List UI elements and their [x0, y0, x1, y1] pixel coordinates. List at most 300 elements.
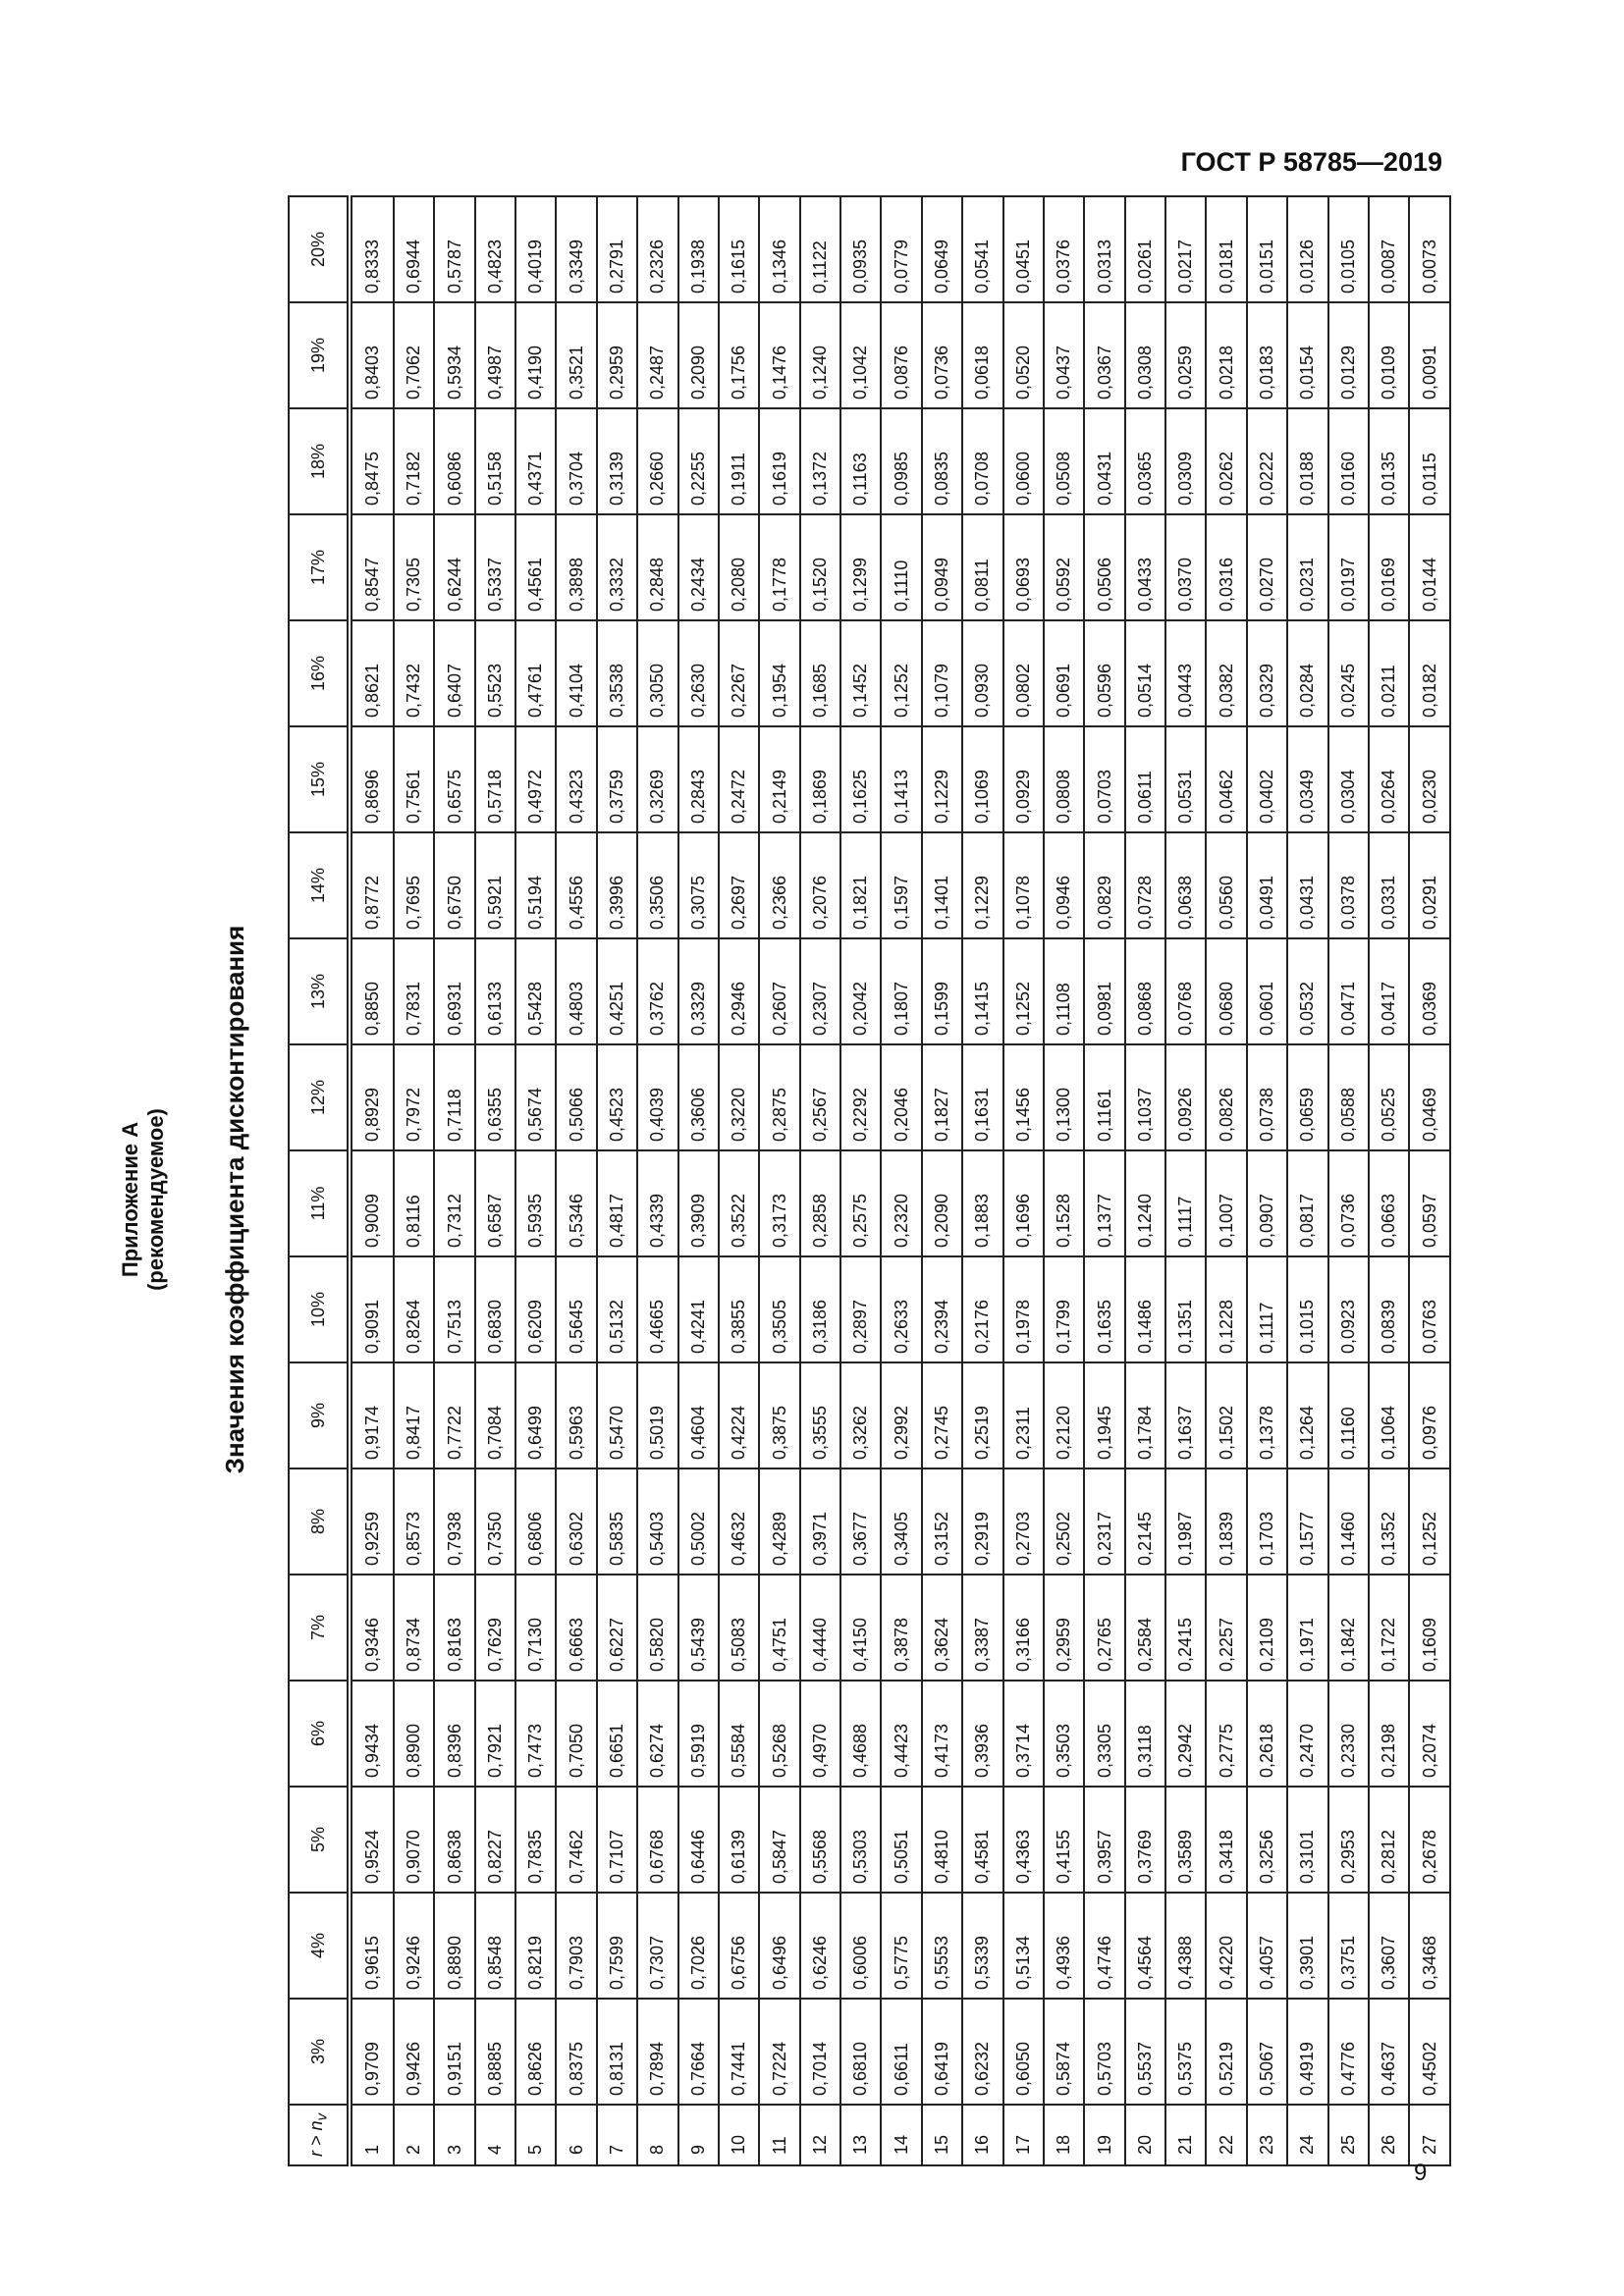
factor-cell: 0,0663 — [1369, 1150, 1409, 1256]
factor-cell: 0,7695 — [394, 832, 434, 938]
factor-cell: 0,0600 — [1003, 408, 1044, 514]
factor-cell: 0,0217 — [1165, 196, 1206, 302]
factor-cell: 0,1476 — [759, 302, 799, 408]
factor-cell: 0,0736 — [922, 302, 962, 408]
factor-cell: 0,9246 — [394, 1893, 434, 1999]
factor-cell: 0,0802 — [1003, 620, 1044, 726]
factor-cell: 0,5835 — [597, 1468, 637, 1575]
factor-cell: 0,4190 — [515, 302, 556, 408]
period-cell: 1 — [350, 2105, 394, 2165]
factor-cell: 0,0926 — [1165, 1044, 1206, 1150]
factor-cell: 0,6663 — [556, 1575, 596, 1681]
factor-cell: 0,0284 — [1287, 620, 1327, 726]
factor-cell: 0,6587 — [475, 1150, 515, 1256]
factor-cell: 0,6407 — [434, 620, 474, 726]
factor-cell: 0,8548 — [475, 1893, 515, 1999]
factor-cell: 0,4440 — [800, 1575, 840, 1681]
factor-cell: 0,6575 — [434, 726, 474, 832]
factor-cell: 0,1079 — [922, 620, 962, 726]
factor-cell: 0,1346 — [759, 196, 799, 302]
factor-cell: 0,2992 — [881, 1362, 921, 1468]
factor-cell: 0,2765 — [1084, 1575, 1124, 1681]
factor-cell: 0,2843 — [678, 726, 719, 832]
factor-cell: 0,0365 — [1125, 408, 1165, 514]
factor-cell: 0,8890 — [434, 1893, 474, 1999]
factor-cell: 0,0469 — [1409, 1044, 1450, 1150]
factor-cell: 0,8696 — [350, 726, 394, 832]
rate-header: 13% — [289, 938, 350, 1044]
factor-cell: 0,1456 — [1003, 1044, 1044, 1150]
factor-cell: 0,2090 — [678, 302, 719, 408]
factor-cell: 0,3606 — [678, 1044, 719, 1150]
factor-cell: 0,4371 — [515, 408, 556, 514]
factor-cell: 0,1377 — [1084, 1150, 1124, 1256]
factor-cell: 0,0431 — [1084, 408, 1124, 514]
factor-cell: 0,1599 — [922, 938, 962, 1044]
rate-header: 4% — [289, 1893, 350, 1999]
factor-cell: 0,0907 — [1247, 1150, 1287, 1256]
factor-cell: 0,2120 — [1044, 1362, 1084, 1468]
factor-cell: 0,1696 — [1003, 1150, 1044, 1256]
factor-cell: 0,2630 — [678, 620, 719, 726]
factor-cell: 0,7050 — [556, 1681, 596, 1787]
factor-cell: 0,5919 — [678, 1681, 719, 1787]
factor-cell: 0,7921 — [475, 1681, 515, 1787]
factor-cell: 0,0768 — [1165, 938, 1206, 1044]
table-row — [922, 196, 962, 2165]
factor-cell: 0,0402 — [1247, 726, 1287, 832]
period-cell: 14 — [881, 2105, 921, 2165]
factor-cell: 0,5066 — [556, 1044, 596, 1150]
corner-subscript: v — [313, 2112, 331, 2121]
factor-cell: 0,0451 — [1003, 196, 1044, 302]
factor-cell: 0,0259 — [1165, 302, 1206, 408]
factor-cell: 0,3762 — [637, 938, 677, 1044]
factor-cell: 0,0291 — [1409, 832, 1450, 938]
table-row — [1003, 196, 1044, 2165]
factor-cell: 0,1486 — [1125, 1256, 1165, 1362]
rate-header: 19% — [289, 302, 350, 408]
period-cell: 11 — [759, 2105, 799, 2165]
rate-header: 18% — [289, 408, 350, 514]
factor-cell: 0,1240 — [1125, 1150, 1165, 1256]
factor-cell: 0,6139 — [719, 1787, 759, 1893]
factor-cell: 0,1685 — [800, 620, 840, 726]
factor-cell: 0,1987 — [1165, 1468, 1206, 1575]
factor-cell: 0,1352 — [1369, 1468, 1409, 1575]
factor-cell: 0,0073 — [1409, 196, 1450, 302]
factor-cell: 0,2366 — [759, 832, 799, 938]
factor-cell: 0,0230 — [1409, 726, 1450, 832]
factor-cell: 0,6810 — [840, 1999, 881, 2105]
factor-cell: 0,1069 — [962, 726, 1002, 832]
rate-header: 10% — [289, 1256, 350, 1362]
factor-cell: 0,6830 — [475, 1256, 515, 1362]
factor-cell: 0,4637 — [1369, 1999, 1409, 2105]
factor-cell: 0,4987 — [475, 302, 515, 408]
factor-cell: 0,6006 — [840, 1893, 881, 1999]
factor-cell: 0,5346 — [556, 1150, 596, 1256]
factor-cell: 0,5537 — [1125, 1999, 1165, 2105]
factor-cell: 0,9070 — [394, 1787, 434, 1893]
factor-cell: 0,9426 — [394, 1999, 434, 2105]
rotated-content — [118, 233, 1451, 2166]
factor-cell: 0,4224 — [719, 1362, 759, 1468]
factor-cell: 0,1378 — [1247, 1362, 1287, 1468]
header-row — [289, 196, 350, 2165]
factor-cell: 0,0525 — [1369, 1044, 1409, 1150]
factor-cell: 0,5584 — [719, 1681, 759, 1787]
factor-cell: 0,1635 — [1084, 1256, 1124, 1362]
factor-cell: 0,5934 — [434, 302, 474, 408]
table-row — [1044, 196, 1084, 2165]
factor-cell: 0,0154 — [1287, 302, 1327, 408]
table-row — [434, 196, 474, 2165]
rate-header: 3% — [289, 1999, 350, 2105]
factor-cell: 0,3704 — [556, 408, 596, 514]
factor-cell: 0,1784 — [1125, 1362, 1165, 1468]
table-row — [1125, 196, 1165, 2165]
table-body — [350, 196, 1450, 2165]
factor-cell: 0,0231 — [1287, 514, 1327, 620]
period-cell: 6 — [556, 2105, 596, 2165]
factor-cell: 0,0160 — [1328, 408, 1369, 514]
factor-cell: 0,0680 — [1206, 938, 1246, 1044]
period-cell: 17 — [1003, 2105, 1044, 2165]
factor-cell: 0,5337 — [475, 514, 515, 620]
factor-cell: 0,2575 — [840, 1150, 881, 1256]
factor-cell: 0,0197 — [1328, 514, 1369, 620]
factor-cell: 0,5718 — [475, 726, 515, 832]
factor-cell: 0,1300 — [1044, 1044, 1084, 1150]
factor-cell: 0,1160 — [1328, 1362, 1369, 1468]
factor-cell: 0,0135 — [1369, 408, 1409, 514]
factor-cell: 0,0316 — [1206, 514, 1246, 620]
factor-cell: 0,8333 — [350, 196, 394, 302]
factor-cell: 0,3332 — [597, 514, 637, 620]
period-cell: 3 — [434, 2105, 474, 2165]
factor-cell: 0,7118 — [434, 1044, 474, 1150]
factor-cell: 0,3118 — [1125, 1681, 1165, 1787]
factor-cell: 0,1839 — [1206, 1468, 1246, 1575]
factor-cell: 0,7441 — [719, 1999, 759, 2105]
factor-cell: 0,7350 — [475, 1468, 515, 1575]
factor-cell: 0,1502 — [1206, 1362, 1246, 1468]
factor-cell: 0,2703 — [1003, 1468, 1044, 1575]
factor-cell: 0,0508 — [1044, 408, 1084, 514]
factor-cell: 0,2470 — [1287, 1681, 1327, 1787]
factor-cell: 0,2046 — [881, 1044, 921, 1150]
factor-cell: 0,3855 — [719, 1256, 759, 1362]
table-row — [1206, 196, 1246, 2165]
factor-cell: 0,6756 — [719, 1893, 759, 1999]
factor-cell: 0,1252 — [881, 620, 921, 726]
factor-cell: 0,0811 — [962, 514, 1002, 620]
factor-cell: 0,0808 — [1044, 726, 1084, 832]
factor-cell: 0,2745 — [922, 1362, 962, 1468]
factor-cell: 0,5403 — [637, 1468, 677, 1575]
factor-cell: 0,4972 — [515, 726, 556, 832]
factor-cell: 0,0151 — [1247, 196, 1287, 302]
document-code: ГОСТ Р 58785—2019 — [1180, 147, 1442, 177]
factor-cell: 0,0923 — [1328, 1256, 1369, 1362]
factor-cell: 0,8626 — [515, 1999, 556, 2105]
factor-cell: 0,7972 — [394, 1044, 434, 1150]
factor-cell: 0,4751 — [759, 1575, 799, 1681]
rate-header: 7% — [289, 1575, 350, 1681]
period-cell: 15 — [922, 2105, 962, 2165]
table-row — [515, 196, 556, 2165]
factor-cell: 0,7722 — [434, 1362, 474, 1468]
factor-cell: 0,4746 — [1084, 1893, 1124, 1999]
corner-label: r > n — [305, 2120, 326, 2158]
factor-cell: 0,5303 — [840, 1787, 881, 1893]
factor-cell: 0,6302 — [556, 1468, 596, 1575]
factor-cell: 0,2607 — [759, 938, 799, 1044]
factor-cell: 0,1240 — [800, 302, 840, 408]
factor-cell: 0,6133 — [475, 938, 515, 1044]
factor-cell: 0,5568 — [800, 1787, 840, 1893]
period-cell: 22 — [1206, 2105, 1246, 2165]
factor-cell: 0,8621 — [350, 620, 394, 726]
table-row — [1247, 196, 1287, 2165]
period-cell: 21 — [1165, 2105, 1206, 2165]
rate-header: 12% — [289, 1044, 350, 1150]
factor-cell: 0,8900 — [394, 1681, 434, 1787]
factor-cell: 0,4363 — [1003, 1787, 1044, 1893]
factor-cell: 0,0708 — [962, 408, 1002, 514]
factor-cell: 0,5935 — [515, 1150, 556, 1256]
factor-cell: 0,0382 — [1206, 620, 1246, 726]
factor-cell: 0,7938 — [434, 1468, 474, 1575]
factor-cell: 0,0779 — [881, 196, 921, 302]
factor-cell: 0,4104 — [556, 620, 596, 726]
factor-cell: 0,1452 — [840, 620, 881, 726]
factor-cell: 0,0188 — [1287, 408, 1327, 514]
factor-cell: 0,7305 — [394, 514, 434, 620]
factor-cell: 0,4423 — [881, 1681, 921, 1787]
factor-cell: 0,6931 — [434, 938, 474, 1044]
factor-cell: 0,3329 — [678, 938, 719, 1044]
factor-cell: 0,4241 — [678, 1256, 719, 1362]
factor-cell: 0,1299 — [840, 514, 881, 620]
factor-cell: 0,0304 — [1328, 726, 1369, 832]
rate-header: 11% — [289, 1150, 350, 1256]
factor-cell: 0,5703 — [1084, 1999, 1124, 2105]
factor-cell: 0,5921 — [475, 832, 515, 938]
factor-cell: 0,0532 — [1287, 938, 1327, 1044]
factor-cell: 0,1078 — [1003, 832, 1044, 938]
period-cell: 23 — [1247, 2105, 1287, 2165]
factor-cell: 0,7903 — [556, 1893, 596, 1999]
discount-factor-table — [288, 195, 1451, 2166]
factor-cell: 0,4810 — [922, 1787, 962, 1893]
factor-cell: 0,3387 — [962, 1575, 1002, 1681]
table-row — [678, 196, 719, 2165]
period-cell: 26 — [1369, 2105, 1409, 2165]
factor-cell: 0,1938 — [678, 196, 719, 302]
table-row — [881, 196, 921, 2165]
factor-cell: 0,9524 — [350, 1787, 394, 1893]
factor-cell: 0,0588 — [1328, 1044, 1369, 1150]
table-row — [1369, 196, 1409, 2165]
factor-cell: 0,3220 — [719, 1044, 759, 1150]
factor-cell: 0,1807 — [881, 938, 921, 1044]
factor-cell: 0,9174 — [350, 1362, 394, 1468]
factor-cell: 0,7473 — [515, 1681, 556, 1787]
factor-cell: 0,2660 — [637, 408, 677, 514]
factor-cell: 0,6227 — [597, 1575, 637, 1681]
factor-cell: 0,0611 — [1125, 726, 1165, 832]
period-cell: 25 — [1328, 2105, 1369, 2165]
factor-cell: 0,2415 — [1165, 1575, 1206, 1681]
factor-cell: 0,3139 — [597, 408, 637, 514]
table-row — [556, 196, 596, 2165]
factor-cell: 0,6246 — [800, 1893, 840, 1999]
factor-cell: 0,3101 — [1287, 1787, 1327, 1893]
factor-cell: 0,7599 — [597, 1893, 637, 1999]
factor-cell: 0,0868 — [1125, 938, 1165, 1044]
factor-cell: 0,2317 — [1084, 1468, 1124, 1575]
factor-cell: 0,2953 — [1328, 1787, 1369, 1893]
factor-cell: 0,2090 — [922, 1150, 962, 1256]
factor-cell: 0,7084 — [475, 1362, 515, 1468]
factor-cell: 0,4665 — [637, 1256, 677, 1362]
factor-cell: 0,0437 — [1044, 302, 1084, 408]
factor-cell: 0,8734 — [394, 1575, 434, 1681]
factor-cell: 0,2633 — [881, 1256, 921, 1362]
factor-cell: 0,7513 — [434, 1256, 474, 1362]
factor-cell: 0,3677 — [840, 1468, 881, 1575]
factor-cell: 0,7664 — [678, 1999, 719, 2105]
period-cell: 18 — [1044, 2105, 1084, 2165]
table-row — [759, 196, 799, 2165]
factor-cell: 0,4019 — [515, 196, 556, 302]
factor-cell: 0,1703 — [1247, 1468, 1287, 1575]
factor-cell: 0,0087 — [1369, 196, 1409, 302]
factor-cell: 0,0105 — [1328, 196, 1369, 302]
factor-cell: 0,5775 — [881, 1893, 921, 1999]
factor-cell: 0,0309 — [1165, 408, 1206, 514]
factor-cell: 0,1978 — [1003, 1256, 1044, 1362]
factor-cell: 0,1252 — [1409, 1468, 1450, 1575]
factor-cell: 0,4150 — [840, 1575, 881, 1681]
factor-cell: 0,6806 — [515, 1468, 556, 1575]
factor-cell: 0,6209 — [515, 1256, 556, 1362]
factor-cell: 0,0264 — [1369, 726, 1409, 832]
factor-cell: 0,3769 — [1125, 1787, 1165, 1893]
factor-cell: 0,5963 — [556, 1362, 596, 1468]
factor-cell: 0,5470 — [597, 1362, 637, 1468]
factor-cell: 0,3173 — [759, 1150, 799, 1256]
factor-cell: 0,8227 — [475, 1787, 515, 1893]
factor-cell: 0,1117 — [1247, 1256, 1287, 1362]
factor-cell: 0,0313 — [1084, 196, 1124, 302]
factor-cell: 0,1911 — [719, 408, 759, 514]
factor-cell: 0,7026 — [678, 1893, 719, 1999]
factor-cell: 0,0835 — [922, 408, 962, 514]
factor-cell: 0,2326 — [637, 196, 677, 302]
factor-cell: 0,6232 — [962, 1999, 1002, 2105]
factor-cell: 0,5268 — [759, 1681, 799, 1787]
factor-cell: 0,3909 — [678, 1150, 719, 1256]
period-cell: 2 — [394, 2105, 434, 2165]
factor-cell: 0,3714 — [1003, 1681, 1044, 1787]
rate-header: 6% — [289, 1681, 350, 1787]
factor-cell: 0,8163 — [434, 1575, 474, 1681]
factor-cell: 0,1015 — [1287, 1256, 1327, 1362]
factor-cell: 0,0349 — [1287, 726, 1327, 832]
factor-cell: 0,5553 — [922, 1893, 962, 1999]
factor-cell: 0,8403 — [350, 302, 394, 408]
factor-cell: 0,2042 — [840, 938, 881, 1044]
period-cell: 19 — [1084, 2105, 1124, 2165]
factor-cell: 0,2567 — [800, 1044, 840, 1150]
factor-cell: 0,4561 — [515, 514, 556, 620]
factor-cell: 0,0976 — [1409, 1362, 1450, 1468]
factor-cell: 0,5132 — [597, 1256, 637, 1362]
rate-header: 17% — [289, 514, 350, 620]
factor-cell: 0,2074 — [1409, 1681, 1450, 1787]
period-cell: 27 — [1409, 2105, 1450, 2165]
factor-cell: 0,8929 — [350, 1044, 394, 1150]
factor-cell: 0,3305 — [1084, 1681, 1124, 1787]
factor-cell: 0,3506 — [637, 832, 677, 938]
appendix-title: Приложение А — [118, 1121, 142, 1278]
factor-cell: 0,7014 — [800, 1999, 840, 2105]
factor-cell: 0,1161 — [1084, 1044, 1124, 1150]
factor-cell: 0,0829 — [1084, 832, 1124, 938]
factor-cell: 0,4556 — [556, 832, 596, 938]
factor-cell: 0,0262 — [1206, 408, 1246, 514]
period-cell: 24 — [1287, 2105, 1327, 2165]
factor-cell: 0,8573 — [394, 1468, 434, 1575]
factor-cell: 0,2149 — [759, 726, 799, 832]
factor-cell: 0,0638 — [1165, 832, 1206, 938]
factor-cell: 0,1401 — [922, 832, 962, 938]
appendix-subtitle: (рекомендуемое) — [143, 1108, 168, 1291]
factor-cell: 0,1722 — [1369, 1575, 1409, 1681]
factor-cell: 0,2394 — [922, 1256, 962, 1362]
factor-cell: 0,1108 — [1044, 938, 1084, 1044]
factor-cell: 0,3957 — [1084, 1787, 1124, 1893]
factor-cell: 0,3349 — [556, 196, 596, 302]
factor-cell: 0,0946 — [1044, 832, 1084, 938]
rate-header: 15% — [289, 726, 350, 832]
factor-cell: 0,3522 — [719, 1150, 759, 1256]
factor-cell: 0,4581 — [962, 1787, 1002, 1893]
factor-cell: 0,1609 — [1409, 1575, 1450, 1681]
factor-cell: 0,0417 — [1369, 938, 1409, 1044]
factor-cell: 0,0433 — [1125, 514, 1165, 620]
factor-cell: 0,9091 — [350, 1256, 394, 1362]
factor-cell: 0,2858 — [800, 1150, 840, 1256]
factor-cell: 0,4523 — [597, 1044, 637, 1150]
factor-cell: 0,3751 — [1328, 1893, 1369, 1999]
factor-cell: 0,0763 — [1409, 1256, 1450, 1362]
factor-cell: 0,8850 — [350, 938, 394, 1044]
factor-cell: 0,6499 — [515, 1362, 556, 1468]
factor-cell: 0,8772 — [350, 832, 394, 938]
table-row — [475, 196, 515, 2165]
factor-cell: 0,1229 — [922, 726, 962, 832]
factor-cell: 0,2519 — [962, 1362, 1002, 1468]
factor-cell: 0,2502 — [1044, 1468, 1084, 1575]
factor-cell: 0,5874 — [1044, 1999, 1084, 2105]
factor-cell: 0,2678 — [1409, 1787, 1450, 1893]
factor-cell: 0,1954 — [759, 620, 799, 726]
factor-cell: 0,6611 — [881, 1999, 921, 2105]
